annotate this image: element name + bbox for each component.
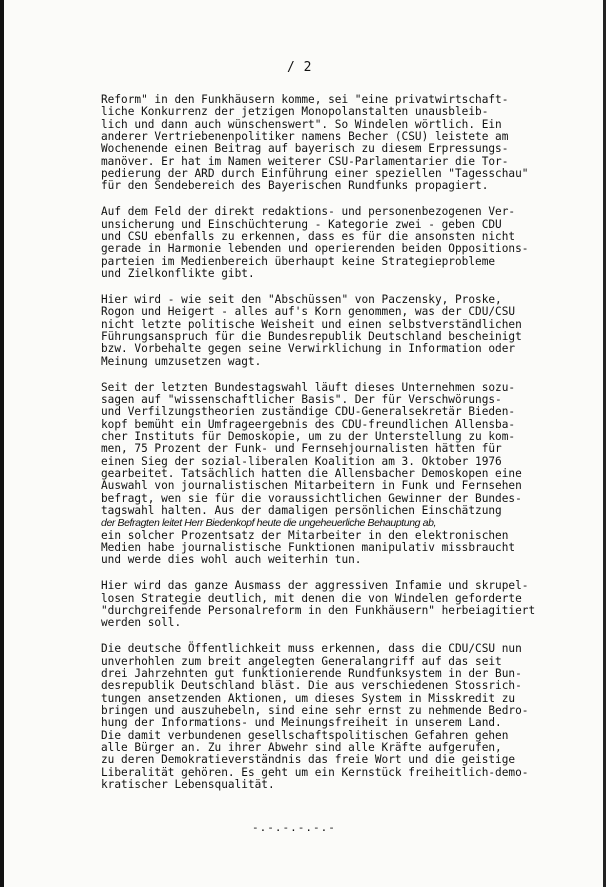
text-line: Liberalität gehören. Es geht um ein Kernstück freiheitlich-demo- <box>101 765 529 779</box>
text-line: anderer Vertriebenenpolitiker namens Becher (CSU) leistete am <box>101 130 509 144</box>
text-line: drei Jahrzehnten gut funktionierende Rundfunksystem in der Bun- <box>101 667 522 681</box>
paragraph <box>101 382 581 567</box>
text-line: Auf dem Feld der direkt redaktions- und personenbezogenen Ver- <box>101 205 516 219</box>
paragraph <box>101 294 581 368</box>
body-text <box>101 94 581 805</box>
text-line: sagen auf "wissenschaftlicher Basis". Der für Verschwörungs- <box>101 393 502 406</box>
text-line: einen Sieg der sozial-liberalen Koalition am 3. Oktober 1976 <box>101 454 502 468</box>
text-line: tungen ansetzenden Aktionen, um dieses System in Misskredit zu <box>101 691 516 705</box>
text-line: losen Strategie deutlich, mit denen die von Windelen geforderte <box>101 591 522 605</box>
text-line: alle Bürger an. Zu ihrer Abwehr sind alle Kräfte aufgerufen, <box>101 741 502 755</box>
text-line: desrepublik Deutschland bläst. Die aus verschiedenen Stossrich- <box>101 679 522 693</box>
text-line: pedierung der ARD durch Einführung einer speziellen "Tagesschau" <box>101 167 529 181</box>
text-line: und CSU ebenfalls zu erkennen, dass es für die ansonsten nicht <box>101 230 516 244</box>
paragraph <box>101 94 581 193</box>
text-line: Meinung umzusetzen wagt. <box>101 354 262 368</box>
text-line: cher Instituts für Demoskopie, um zu der Unterstellung zu kom- <box>101 430 516 444</box>
paragraph <box>101 643 581 791</box>
text-line: Reform" in den Funkhäusern komme, sei "eine privatwirtschaft- <box>101 93 509 106</box>
page-number: / 2 <box>287 60 312 75</box>
text-line: hung der Informations- und Meinungsfreiheit in unserem Land. <box>101 716 502 730</box>
text-line: men, 75 Prozent der Funk- und Fernsehjournalisten hätten für <box>101 442 502 456</box>
text-line: lich und dann auch wünschenswert". So Windelen wörtlich. Ein <box>101 117 502 131</box>
text-line: zu deren Demokratieverständnis das freie Wort und die geistige <box>101 753 516 767</box>
text-line: gerade in Harmonie lebenden und operierenden beiden Oppositions- <box>101 242 529 256</box>
text-line: Führungsanspruch für die Bundesrepublik Deutschland bescheinigt <box>101 330 522 344</box>
text-line: gearbeitet. Tatsächlich hatten die Allensbacher Demoskopen eine <box>101 467 522 481</box>
end-divider: -.-.-.-.-.- <box>252 821 336 834</box>
paragraph <box>101 580 581 629</box>
text-line: bzw. Vorbehalte gegen seine Verwirklichung in Information oder <box>101 342 516 356</box>
text-line: manöver. Er hat im Namen weiterer CSU-Parlamentarier die Tor- <box>101 154 509 168</box>
text-line: Die deutsche Öffentlichkeit muss erkennen, dass die CDU/CSU nun <box>101 642 522 656</box>
text-line: parteien im Medienbereich überhaupt keine Strategieprobleme <box>101 254 496 268</box>
paragraph <box>101 206 581 280</box>
text-line: ein solcher Prozentsatz der Mitarbeiter in den elektronischen <box>101 528 509 542</box>
scan-edge-left <box>0 0 4 887</box>
text-line: Wochenende einen Beitrag auf bayerisch zu diesem Erpressungs- <box>101 142 509 156</box>
text-line: Die damit verbundenen gesellschaftspolitischen Gefahren gehen <box>101 728 509 742</box>
text-line: Rogon und Heigert - alles auf's Korn genommen, was der CDU/CSU <box>101 305 516 319</box>
text-line: kopf bemüht ein Umfrageergebnis des CDU-freundlichen Allensba- <box>101 417 516 431</box>
text-line: Auswahl von journalistischen Mitarbeitern in Funk und Fernsehen <box>101 479 522 493</box>
text-line: befragt, wen sie für die voraussichtlichen Gewinner der Bundes- <box>101 491 522 505</box>
text-line: der Befragten leitet Herr Biedenkopf heute die ungeheuerliche Behauptung ab, <box>101 517 437 530</box>
text-line: "durchgreifende Personalreform in den Funkhäusern" herbeiagitiert <box>101 604 536 618</box>
text-line: tagswahl halten. Aus der damaligen persönlichen Einschätzung <box>101 504 502 518</box>
text-line: unverhohlen zum breit angelegten Generalangriff auf das seit <box>101 654 502 668</box>
text-line: nicht letzte politische Weisheit und einen selbstverständlichen <box>101 317 522 331</box>
text-line: Hier wird - wie seit den "Abschüssen" von Paczensky, Proske, <box>101 293 502 306</box>
text-line: für den Sendebereich des Bayerischen Rundfunks propagiert. <box>101 179 489 193</box>
text-line: und werde dies wohl auch weiterhin tun. <box>101 553 362 567</box>
text-line: Seit der letzten Bundestagswahl läuft dieses Unternehmen sozu- <box>101 380 516 394</box>
text-line: kratischer Lebensqualität. <box>101 778 275 792</box>
text-line: Hier wird das ganze Ausmass der aggressiven Infamie und skrupel- <box>101 579 529 593</box>
text-line: und Zielkonflikte gibt. <box>101 267 255 281</box>
text-line: Medien habe journalistische Funktionen manipulativ missbraucht <box>101 541 516 555</box>
text-line: und Verfilzungstheorien zuständige CDU-Generalsekretär Bieden- <box>101 405 516 419</box>
text-line: liche Konkurrenz der jetzigen Monopolanstalten unausbleib- <box>101 105 489 119</box>
text-line: werden soll. <box>101 616 182 630</box>
text-line: unsicherung und Einschüchterung - Kategorie zwei - geben CDU <box>101 217 502 231</box>
text-line: bringen und auszuhebeln, sind eine sehr ernst zu nehmende Bedro- <box>101 704 529 718</box>
